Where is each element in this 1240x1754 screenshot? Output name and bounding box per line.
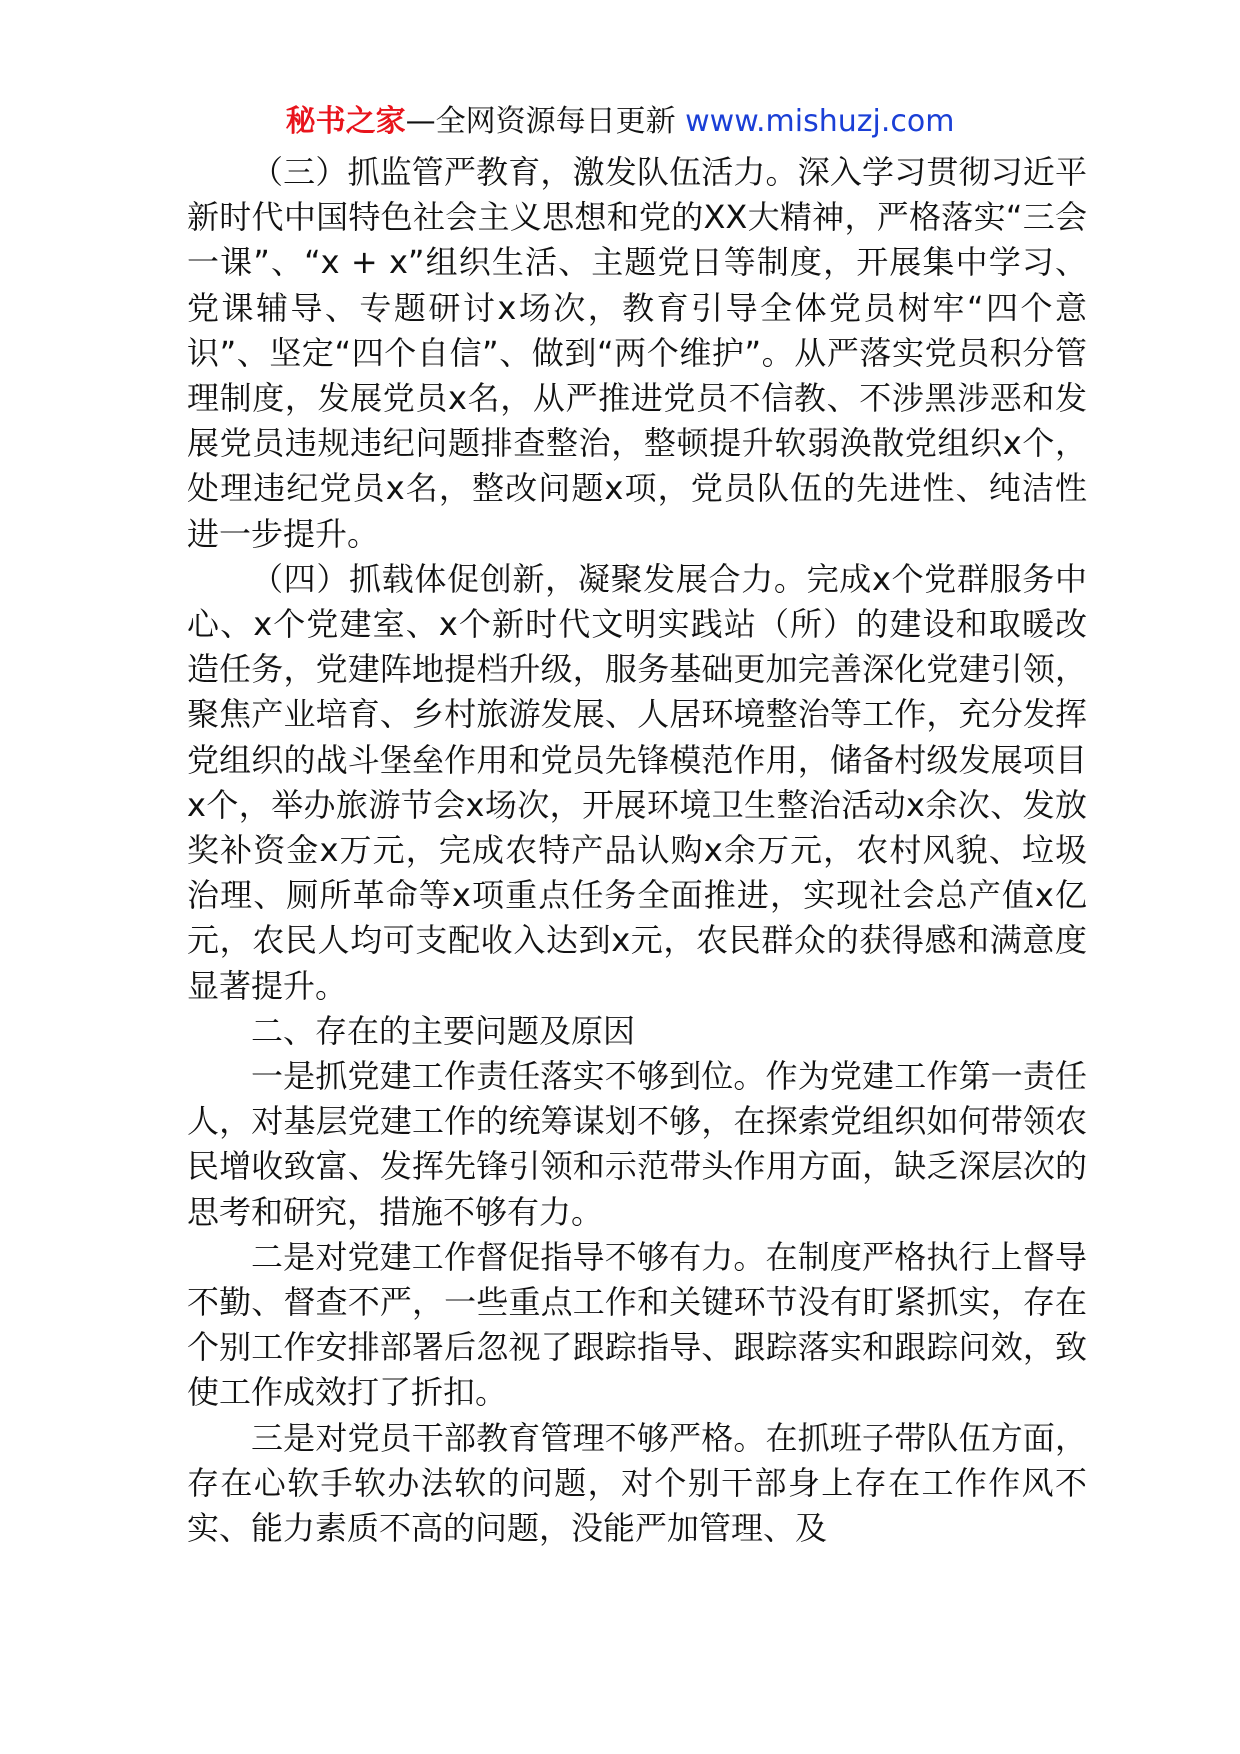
paragraph-problem-1: 一是抓党建工作责任落实不够到位。作为党建工作第一责任人，对基层党建工作的统筹谋划不够，在探索党组织如何带领农民增收致富、发挥先锋引领和示范带头作用方面，缺乏深层次的思考和研究，措施不够有力。 [187, 1057, 1087, 1231]
header-tagline: —全网资源每日更新 [405, 104, 686, 139]
paragraph-section-4: （四）抓载体促创新，凝聚发展合力。完成x个党群服务中心、x个党建室、x个新时代文明实践站（所）的建设和取暖改造任务，党建阵地提档升级，服务基础更加完善深化党建引领，聚焦产业培育、乡村旅游发展、人居环境整治等工作，充分发挥党组织的战斗堡垒作用和党员先锋模范作用，储备村级发展项目x个，举办旅游节会x场次，开展环境卫生整治活动x余次、发放奖补资金x万元，完成农特产品认购x余万元，农村风貌、垃圾治理、厕所革命等x项重点任务全面推进，实现社会总产值x亿元，农民人均可支配收入达到x元，农民群众的获得感和满意度显著提升。 [187, 559, 1087, 1005]
paragraph-problem-3: 三是对党员干部教育管理不够严格。在抓班子带队伍方面，存在心软手软办法软的问题，对个别干部身上存在工作作风不实、能力素质不高的问题，没能严加管理、及 [187, 1418, 1087, 1548]
paragraph-section-3: （三）抓监管严教育，激发队伍活力。深入学习贯彻习近平新时代中国特色社会主义思想和党的XX大精神，严格落实“三会一课”、“x + x”组织生活、主题党日等制度，开展集中学习、党课辅导、专题研讨x场次，教育引导全体党员树牢“四个意识”、坚定“四个自信”、做到“两个维护”。从严落实党员积分管理制度，发展党员x名，从严推进党员不信教、不涉黑涉恶和发展党员违规违纪问题排查整治，整顿提升软弱涣散党组织x个，处理违纪党员x名，整改问题x项，党员队伍的先进性、纯洁性进一步提升。 [187, 153, 1087, 553]
brand-name: 秘书之家 [285, 104, 406, 139]
document-body [187, 150, 1087, 1551]
site-url-link[interactable]: www.mishuzj.com [685, 104, 955, 139]
paragraph-problem-2: 二是对党建工作督促指导不够有力。在制度严格执行上督导不勤、督查不严，一些重点工作和关键环节没有盯紧抓实，存在个别工作安排部署后忽视了跟踪指导、跟踪落实和跟踪问效，致使工作成效打了折扣。 [187, 1237, 1087, 1412]
section-heading-problems: 二、存在的主要问题及原因 [251, 1011, 636, 1050]
page-header [0, 100, 1240, 144]
